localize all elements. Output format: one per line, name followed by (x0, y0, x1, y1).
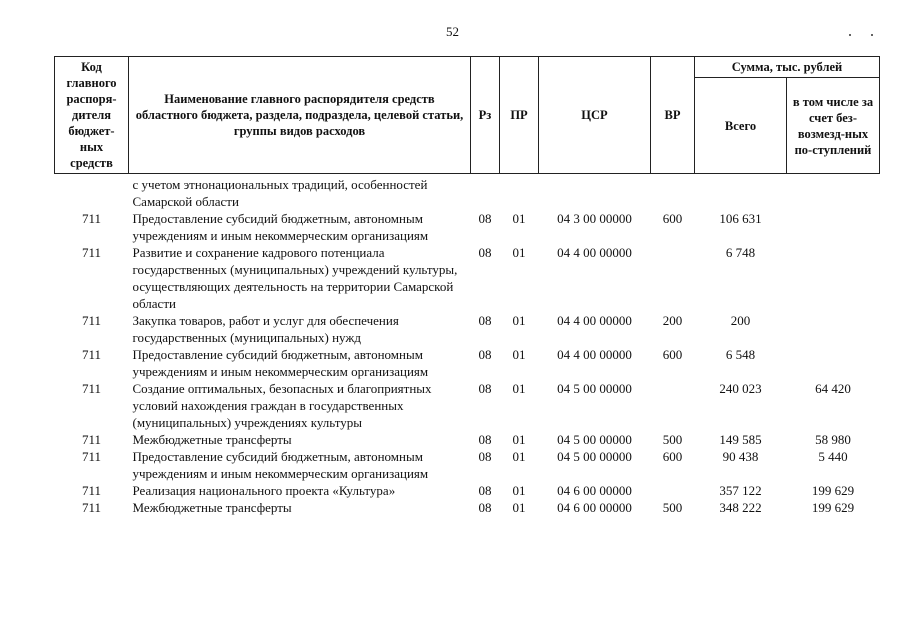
cell-code: 711 (81, 483, 102, 498)
cell-csr: 04 4 00 00000 (557, 313, 632, 328)
cell-name: Развитие и сохранение кадрового потенциала государственных (муниципальных) учреждений культуры, осуществляющих деятельность на территории Самарской области (132, 245, 458, 311)
cell-including (787, 312, 880, 346)
cell-csr: 04 5 00 00000 (557, 381, 632, 396)
cell-total: 200 (730, 313, 751, 328)
header-total: Всего (695, 78, 787, 174)
table-row (55, 431, 880, 448)
cell-pr: 01 (512, 313, 526, 328)
cell-rz: 08 (478, 483, 492, 498)
cell-csr: 04 3 00 00000 (557, 211, 632, 226)
cell-including (787, 346, 880, 380)
cell-csr (539, 174, 651, 211)
table-row (55, 346, 880, 380)
cell-code: 711 (81, 432, 102, 447)
cell-pr: 01 (512, 432, 526, 447)
cell-csr: 04 4 00 00000 (557, 347, 632, 362)
cell-pr (500, 174, 539, 211)
cell-vr: 600 (662, 347, 683, 362)
header-vr: ВР (651, 57, 695, 174)
cell-name: Межбюджетные трансферты (132, 500, 292, 515)
cell-including: 199 629 (811, 483, 855, 498)
cell-pr: 01 (512, 245, 526, 260)
cell-vr: 500 (662, 432, 683, 447)
cell-vr: 600 (662, 449, 683, 464)
cell-rz: 08 (478, 449, 492, 464)
table-row (55, 210, 880, 244)
cell-pr: 01 (512, 347, 526, 362)
cell-code: 711 (81, 381, 102, 396)
scan-dot (849, 34, 851, 36)
cell-including: 5 440 (818, 449, 848, 464)
cell-csr: 04 5 00 00000 (557, 432, 632, 447)
cell-pr: 01 (512, 381, 526, 396)
cell-vr: 600 (662, 211, 683, 226)
cell-code: 711 (81, 245, 102, 260)
cell-total: 6 548 (725, 347, 756, 362)
cell-rz: 08 (478, 347, 492, 362)
cell-csr: 04 4 00 00000 (557, 245, 632, 260)
cell-name: Межбюджетные трансферты (132, 432, 292, 447)
cell-including (787, 174, 880, 211)
cell-name: Реализация национального проекта «Культура» (132, 483, 396, 498)
cell-vr (651, 174, 695, 211)
cell-vr (651, 244, 695, 312)
cell-rz: 08 (478, 211, 492, 226)
header-code: Код главного распоря-дителя бюджет-ных средств (55, 57, 129, 174)
header-including: в том числе за счет без-возмезд-ных по-ступлений (787, 78, 880, 174)
cell-pr: 01 (512, 449, 526, 464)
table-row (55, 482, 880, 499)
header-rz: Рз (471, 57, 500, 174)
table-row (55, 380, 880, 431)
cell-total: 149 585 (719, 432, 762, 447)
cell-rz: 08 (478, 432, 492, 447)
cell-name: Создание оптимальных, безопасных и благоприятных условий нахождения граждан в государственных (муниципальных) учреждениях культуры (132, 381, 432, 430)
cell-vr: 500 (662, 500, 683, 515)
cell-total: 6 748 (725, 245, 756, 260)
cell-code: 711 (81, 500, 102, 515)
cell-csr: 04 6 00 00000 (557, 500, 632, 515)
cell-name: Закупка товаров, работ и услуг для обеспечения государственных (муниципальных) нужд (132, 313, 399, 345)
cell-including (787, 210, 880, 244)
cell-total: 357 122 (719, 483, 762, 498)
cell-pr: 01 (512, 500, 526, 515)
cell-pr: 01 (512, 211, 526, 226)
cell-total: 106 631 (719, 211, 762, 226)
cell-code: 711 (81, 347, 102, 362)
cell-including: 58 980 (815, 432, 851, 447)
table-row (55, 448, 880, 482)
cell-name: Предоставление субсидий бюджетным, автономным учреждениям и иным некоммерческим организациям (132, 347, 429, 379)
table-row (55, 499, 880, 516)
cell-code (55, 174, 129, 211)
scan-dot (871, 34, 873, 36)
cell-code: 711 (81, 449, 102, 464)
cell-csr: 04 6 00 00000 (557, 483, 632, 498)
cell-total (695, 174, 787, 211)
cell-pr: 01 (512, 483, 526, 498)
cell-rz: 08 (478, 381, 492, 396)
table-header (55, 57, 880, 174)
cell-code: 711 (81, 313, 102, 328)
header-pr: ПР (500, 57, 539, 174)
cell-including: 199 629 (811, 500, 855, 515)
cell-vr (651, 380, 695, 431)
cell-total: 90 438 (722, 449, 759, 464)
cell-code: 711 (81, 211, 102, 226)
table-row (55, 312, 880, 346)
cell-rz: 08 (478, 500, 492, 515)
cell-name: с учетом этнонациональных традиций, особенностей Самарской области (132, 177, 428, 209)
cell-name: Предоставление субсидий бюджетным, автономным учреждениям и иным некоммерческим организациям (132, 449, 429, 481)
header-csr: ЦСР (539, 57, 651, 174)
budget-table (54, 56, 880, 516)
page-number: 52 (446, 24, 459, 39)
table-row (55, 244, 880, 312)
cell-including: 64 420 (815, 381, 851, 396)
cell-total: 348 222 (719, 500, 762, 515)
cell-rz: 08 (478, 313, 492, 328)
cell-total: 240 023 (719, 381, 762, 396)
cell-name: Предоставление субсидий бюджетным, автономным учреждениям и иным некоммерческим организациям (132, 211, 429, 243)
cell-rz: 08 (478, 245, 492, 260)
cell-csr: 04 5 00 00000 (557, 449, 632, 464)
header-sum: Сумма, тыс. рублей (695, 57, 880, 78)
header-name: Наименование главного распорядителя средств областного бюджета, раздела, подраздела, целевой статьи, группы видов расходов (129, 57, 471, 174)
table-body (55, 174, 880, 517)
cell-including (787, 244, 880, 312)
cell-vr (651, 482, 695, 499)
cell-vr: 200 (662, 313, 683, 328)
table-row (55, 174, 880, 211)
cell-rz (471, 174, 500, 211)
